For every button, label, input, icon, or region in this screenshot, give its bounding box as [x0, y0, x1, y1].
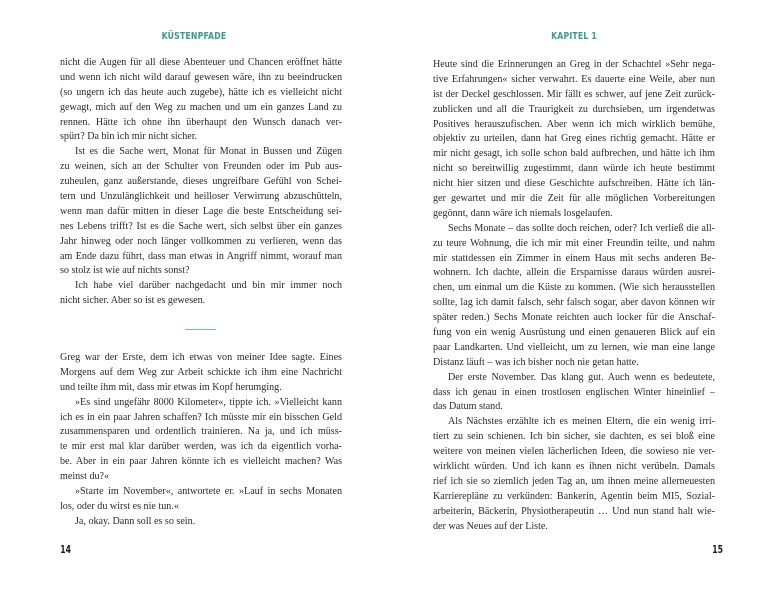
text-line: sollte, lag ich damit falsch, sehr falsch sogar, aber davon können wir	[433, 297, 715, 309]
text-line: (so ungern ich das heute auch zugebe), hätte ich es vielleicht nicht	[60, 86, 342, 98]
text-line: später reden.) Sechs Monate reichten auch locker für die Anschaf-	[433, 312, 715, 324]
text-line: Karrierepläne zu verkünden: Bankerin, Agentin beim MI5, Sozial-	[433, 490, 715, 502]
right-page	[388, 0, 776, 600]
text-line: tern und Unzulänglichkeit und heilloser Verwirrung abzuschütteln,	[60, 191, 342, 203]
text-line: Greg war der Erste, dem ich etwas von meiner Idee sagte. Eines	[60, 352, 342, 363]
text-block	[60, 351, 342, 530]
text-line: tive Erfahrungen« sicher verwahrt. Es dauerte eine Weile, aber nun	[433, 73, 715, 85]
text-line: Sechs Monate – das sollte doch reichen, oder? Ich verließ die all-	[448, 222, 715, 234]
paragraph	[433, 222, 715, 371]
paragraph	[433, 371, 715, 416]
text-line: wenn man dafür mitten in dieser Lage die beste Entscheidung sei-	[60, 205, 342, 217]
text-block	[433, 58, 715, 535]
text-line: zuheulen, ganz außerstande, dieses ungreifbare Gefühl von Schei-	[60, 176, 342, 188]
text-line: der was Neues auf der Liste.	[433, 520, 548, 532]
text-line: »Es sind ungefähr 8000 Kilometer«, tippte ich. »Vielleicht kann	[75, 396, 342, 408]
text-line: be. Aber in ein paar Jahren könnte ich es vielleicht machen? Was	[60, 456, 342, 468]
paragraph	[60, 515, 342, 530]
paragraph	[60, 145, 342, 279]
text-line: Als Nächstes erzählte ich es meinen Eltern, die ein wenig irri-	[448, 416, 715, 428]
text-line: spürt? Da bin ich mir nicht sicher.	[60, 131, 198, 143]
paragraph	[433, 58, 715, 222]
text-line: Ich habe viel darüber nachgedacht und bin mir immer noch	[75, 280, 342, 292]
text-line: fung von ein wenig Ausrüstung und einen genaueren Blick auf ein	[433, 327, 715, 339]
text-line: das Datum stand.	[433, 401, 503, 413]
running-head: KAPITEL 1	[551, 31, 597, 42]
text-line: te mir erst mal klar darüber werden, was ich da eigentlich vorha-	[60, 441, 342, 453]
text-line: zublicken und all die Traurigkeit zu durchsieben, um irgendetwas	[433, 103, 715, 115]
page-number: 15	[712, 543, 724, 556]
text-line: objektiv zu urteilen, dann hat Greg eines richtig gemacht. Hätte er	[433, 133, 715, 145]
text-line: Positives herauszufischen. Aber wenn ich mich wirklich bemühe,	[433, 118, 715, 130]
text-line: Heute sind die Erinnerungen an Greg in der Schachtel »Sehr nega-	[433, 59, 715, 70]
text-block	[60, 56, 342, 309]
text-line: und wenn ich nicht wild darauf gewesen wäre, ihn zu beeindrucken	[60, 71, 342, 83]
paragraph	[60, 279, 342, 309]
text-line: nicht die Augen für all diese Abenteuer und Chancen eröffnet hätte	[60, 57, 342, 68]
text-line: am Ende dazu führt, dass man etwas in Angriff nimmt, worauf man	[60, 250, 342, 262]
text-line: und teilte ihm mit, dass mir etwas im Kopf herumging.	[60, 381, 282, 393]
text-line: Jahr hinweg oder noch länger vollkommen zu verlieren, wenn das	[60, 235, 342, 247]
text-line: chen, um einmal um die Küste zu kommen. (Wie sich herausstellen	[433, 282, 715, 294]
running-head: KÜSTENPFADE	[161, 31, 227, 42]
text-line: nes Lebens trifft? Ist es die Sache wert, sich selbst über ein ganzes	[60, 220, 342, 232]
page-number: 14	[60, 543, 72, 556]
text-line: mir stattdessen ein Zimmer in einem Haus mit sechs anderen Be-	[433, 252, 715, 264]
text-line: Distanz läuft – was ich bisher noch nie getan hatte.	[433, 356, 639, 368]
paragraph	[433, 415, 715, 534]
text-line: Morgens auf dem Weg zur Arbeit schickte ich ihm eine Nachricht	[60, 366, 342, 378]
text-line: dass ich genau in einen trostlosen englischen Winter hineinlief –	[433, 386, 715, 398]
text-line: arbeiterin, Bäckerin, Physiotherapeutin … Und nun stand halt wie-	[433, 505, 715, 517]
text-line: Ist es die Sache wert, Monat für Monat in Bussen und Zügen	[75, 146, 342, 158]
text-line: so stolz ist wie auf nichts sonst?	[60, 265, 190, 277]
text-line: rief ich sie so ziemlich jeden Tag an, um ihnen meine allerneuesten	[433, 475, 715, 487]
text-line: wohnern. Ich dachte, allein die Ersparnisse daraus würden ausrei-	[433, 267, 715, 279]
paragraph	[60, 56, 342, 145]
text-line: weitere von meinen vielen lächerlichen Ideen, die sowieso nie ver-	[433, 446, 715, 458]
paragraph	[60, 396, 342, 485]
text-line: mir nicht gesagt, ich solle schon bald aufbrechen, und hätte ich ihm	[433, 148, 715, 160]
text-line: tiert zu sein schienen. Ich bin sicher, sie dachten, es sei bloß eine	[433, 431, 715, 443]
paragraph	[60, 485, 342, 515]
text-line: rennen. Hätte ich ohne ihn überhaupt den Wunsch danach ver-	[60, 116, 342, 128]
text-line: »Starte im November«, antwortete er. »Lauf in sechs Monaten	[75, 486, 342, 498]
text-line: zu weinen, sich an der Schulter von Freunden oder im Pub aus-	[60, 161, 342, 173]
text-line: zusammensparen und ordentlich trainieren. Na ja, und ich müss-	[60, 426, 342, 438]
text-line: paar Landkarten. Und vielleicht, um zu lernen, wie man eine lange	[433, 341, 715, 353]
text-line: Ja, okay. Dann soll es so sein.	[75, 515, 196, 527]
text-line: ist der Deckel geschlossen. Mir fällt es schwer, auf jene Zeit zurück-	[433, 88, 715, 100]
text-line: ich es in ein paar Jahren schaffen? Ich müsste mir ein bisschen Geld	[60, 411, 342, 423]
text-line: los, oder du wirst es nie tun.«	[60, 500, 179, 512]
section-separator	[185, 329, 216, 330]
text-line: nicht so bereitwillig zugestimmt, dann würde ich heute bestimmt	[433, 163, 715, 175]
text-line: Der erste November. Das klang gut. Auch wenn es bedeutete,	[448, 371, 715, 383]
text-line: nicht hier sitzen und diese Geschichte aufschreiben. Hätte ich län-	[433, 178, 715, 190]
text-line: meinst du?«	[60, 471, 110, 483]
text-line: ger gewartet und mir die Zeit für alle möglichen Vorbereitungen	[433, 193, 715, 205]
text-line: gegönnt, dann wäre ich niemals losgelaufen.	[433, 207, 613, 219]
text-line: zu teure Wohnung, die ich mir mit einer Freundin teilte, und nahm	[433, 237, 715, 249]
text-line: nicht sicher. Aber so ist es gewesen.	[60, 295, 206, 307]
text-line: wirklicht würden. Und ich kann es ihnen nicht verübeln. Damals	[433, 461, 715, 473]
paragraph	[60, 351, 342, 396]
text-line: gewagt, mich auf den Weg zu machen und um ein ganzes Land zu	[60, 101, 342, 113]
